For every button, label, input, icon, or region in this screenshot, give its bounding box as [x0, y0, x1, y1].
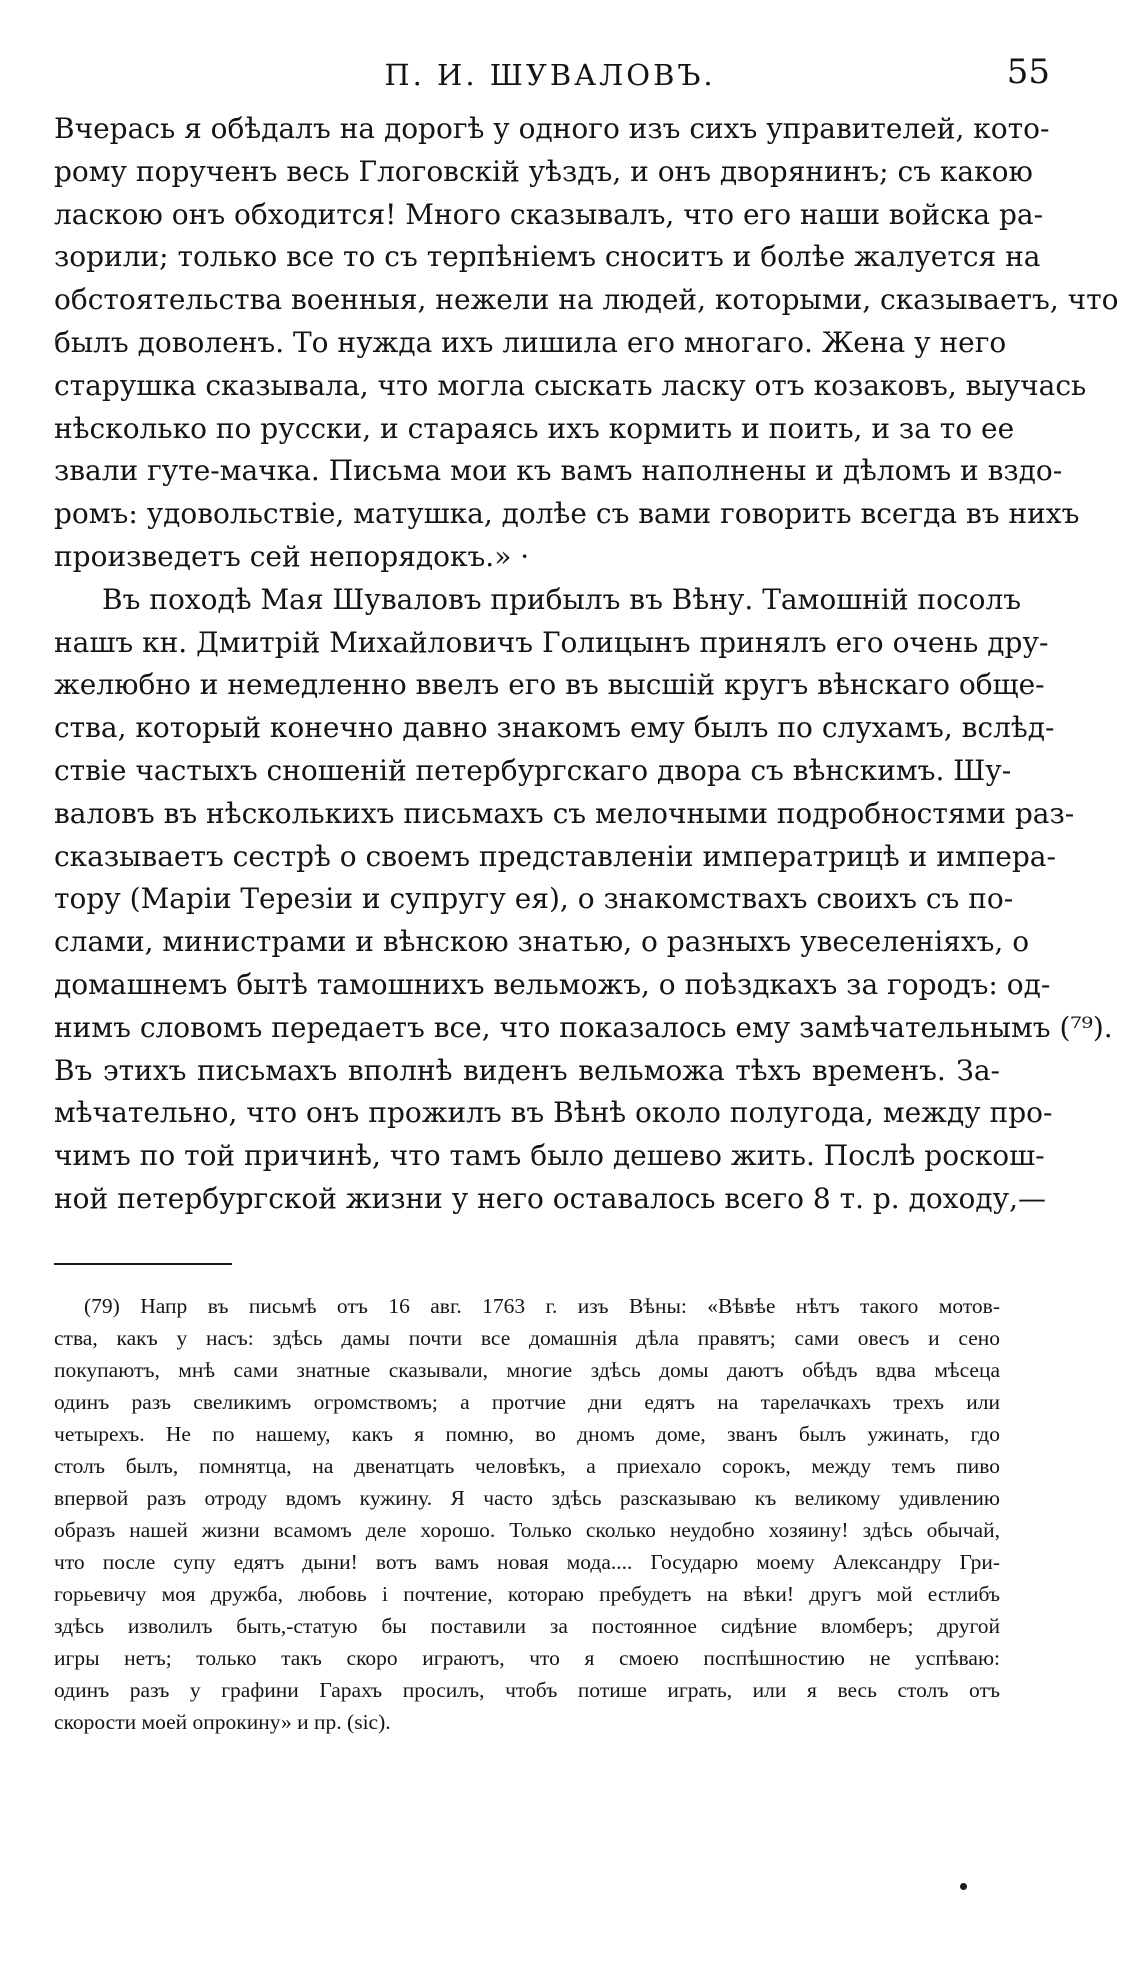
text-line: рому порученъ весь Глоговскій уѣздъ, и онъ дворянинъ; съ какою [54, 154, 1033, 188]
text-line: валовъ въ нѣсколькихъ письмахъ съ мелочными подробностями раз- [54, 796, 1075, 830]
text-line: нѣсколько по русски, и стараясь ихъ кормить и поить, и за то ее [54, 411, 1015, 445]
footnote-line: столъ былъ, помнятца, на двенатцать человѣкъ, а приехало сорокъ, между темъ пиво [54, 1454, 1000, 1478]
text-line: старушка сказывала, что могла сыскать ласку отъ козаковъ, выучась [54, 368, 1087, 402]
page-header [50, 52, 1050, 102]
footnote-line: ства, какъ у насъ: здѣсь дамы почти все домашнія дѣла правятъ; сами овесъ и сено [54, 1326, 1000, 1350]
footnote-line: горьевичу моя дружба, любовь і почтение, котораю пребудетъ на вѣки! другъ мой естлибъ [54, 1582, 1000, 1606]
text-line: нимъ словомъ передаетъ все, что показалось ему замѣчательнымъ (⁷⁹). [54, 1010, 1113, 1044]
page-number: 55 [1006, 52, 1050, 92]
footnote-line: игры нетъ; только такъ скоро играютъ, что я смоею поспѣшностию не успѣваю: [54, 1646, 1000, 1670]
text-line: тору (Маріи Терезіи и супругу ея), о знакомствахъ своихъ съ по- [54, 882, 1014, 916]
text-line: произведетъ сей непорядокъ.» · [54, 539, 530, 573]
text-line: зорили; только все то съ терпѣніемъ сноситъ и болѣе жалуется на [54, 240, 1041, 274]
footnote-line: покупаютъ, мнѣ сами знатные сказывали, многие здѣсь домы даютъ обѣдъ вдва мѣсеца [54, 1358, 1000, 1382]
text-line: Въ этихъ письмахъ вполнѣ виденъ вельможа тѣхъ временъ. За- [54, 1053, 1000, 1087]
footnote-line: что после супу едятъ дыни! вотъ вамъ новая мода.... Государю моему Александру Гри- [54, 1550, 1000, 1574]
text-line: обстоятельства военныя, нежели на людей, которыми, сказываетъ, что [54, 283, 1119, 317]
text-line: ромъ: удовольствіе, матушка, долѣе съ вами говорить всегда въ нихъ [54, 497, 1080, 531]
footnote-line: одинъ разъ у графини Гарахъ просилъ, чтобъ потише играть, или я весь столъ отъ [54, 1678, 1000, 1702]
footnote-line: впервой разъ отроду вдомъ кужину. Я часто здѣсь разсказываю къ великому удивлению [54, 1486, 1000, 1510]
text-line: слами, министрами и вѣнскою знатью, о разныхъ увеселеніяхъ, о [54, 925, 1030, 959]
text-line: ствіе частыхъ сношеній петербургскаго двора съ вѣнскимъ. Шу- [54, 753, 1012, 787]
footnote-line: скорости моей опрокину» и пр. (sic). [54, 1710, 391, 1734]
text-line: Въ походѣ Мая Шуваловъ прибылъ въ Вѣну. Тамошній посолъ [102, 582, 1022, 616]
text-line: желюбно и немедленно ввелъ его въ высшій кругъ вѣнскаго обще- [54, 668, 1045, 702]
footnote-line: здѣсь изволилъ быть,-статую бы поставили за постоянное сидѣние вломберъ; другой [54, 1614, 1000, 1638]
footnote-line: одинъ разъ свеликимъ огромствомъ; а протчие дни едятъ на тарелачкахъ трехъ или [54, 1390, 1000, 1414]
text-line: домашнемъ бытѣ тамошнихъ вельможъ, о поѣздкахъ за городъ: од- [54, 967, 1051, 1001]
footnote-line: четырехъ. Не по нашему, какъ я помню, во дномъ доме, званъ былъ ужинать, гдо [54, 1422, 1000, 1446]
text-line: ласкою онъ обходится! Много сказывалъ, что его наши войска ра- [54, 197, 1044, 231]
running-title: П. И. ШУВАЛОВЪ. [384, 58, 716, 92]
text-line: ной петербургской жизни у него оставалось всего 8 т. р. доходу,— [54, 1181, 1046, 1215]
text-line: былъ доволенъ. То нужда ихъ лишила его многаго. Жена у него [54, 325, 1007, 359]
footnote-divider [54, 1263, 232, 1265]
footnote-line: (79) Напр въ письмѣ отъ 16 авг. 1763 г. изъ Вѣны: «Вѣвѣе нѣтъ такого мотов- [84, 1294, 1000, 1318]
text-line: Вчерась я обѣдалъ на дорогѣ у одного изъ сихъ управителей, кото- [54, 112, 1050, 145]
text-line: чимъ по той причинѣ, что тамъ было дешево жить. Послѣ роскош- [54, 1139, 1045, 1173]
text-line: мѣчательно, что онъ прожилъ въ Вѣнѣ около полугода, между про- [54, 1096, 1053, 1130]
text-line: нашъ кн. Дмитрій Михайловичъ Голицынъ принялъ его очень дру- [54, 625, 1049, 659]
text-line: звали гуте-мачка. Письма мои къ вамъ наполнены и дѣломъ и вздо- [54, 454, 1063, 488]
text-line: ства, который конечно давно знакомъ ему былъ по слухамъ, вслѣд- [54, 711, 1055, 745]
main-text [54, 108, 1119, 1221]
text-line: сказываетъ сестрѣ о своемъ представленіи императрицѣ и импера- [54, 839, 1056, 873]
footnote-line: образъ нашей жизни всамомъ деле хорошо. Только сколько неудобно хозяину! здѣсь обычай, [54, 1518, 1000, 1542]
footnote [54, 1290, 1000, 1738]
ink-speck [960, 1883, 967, 1890]
